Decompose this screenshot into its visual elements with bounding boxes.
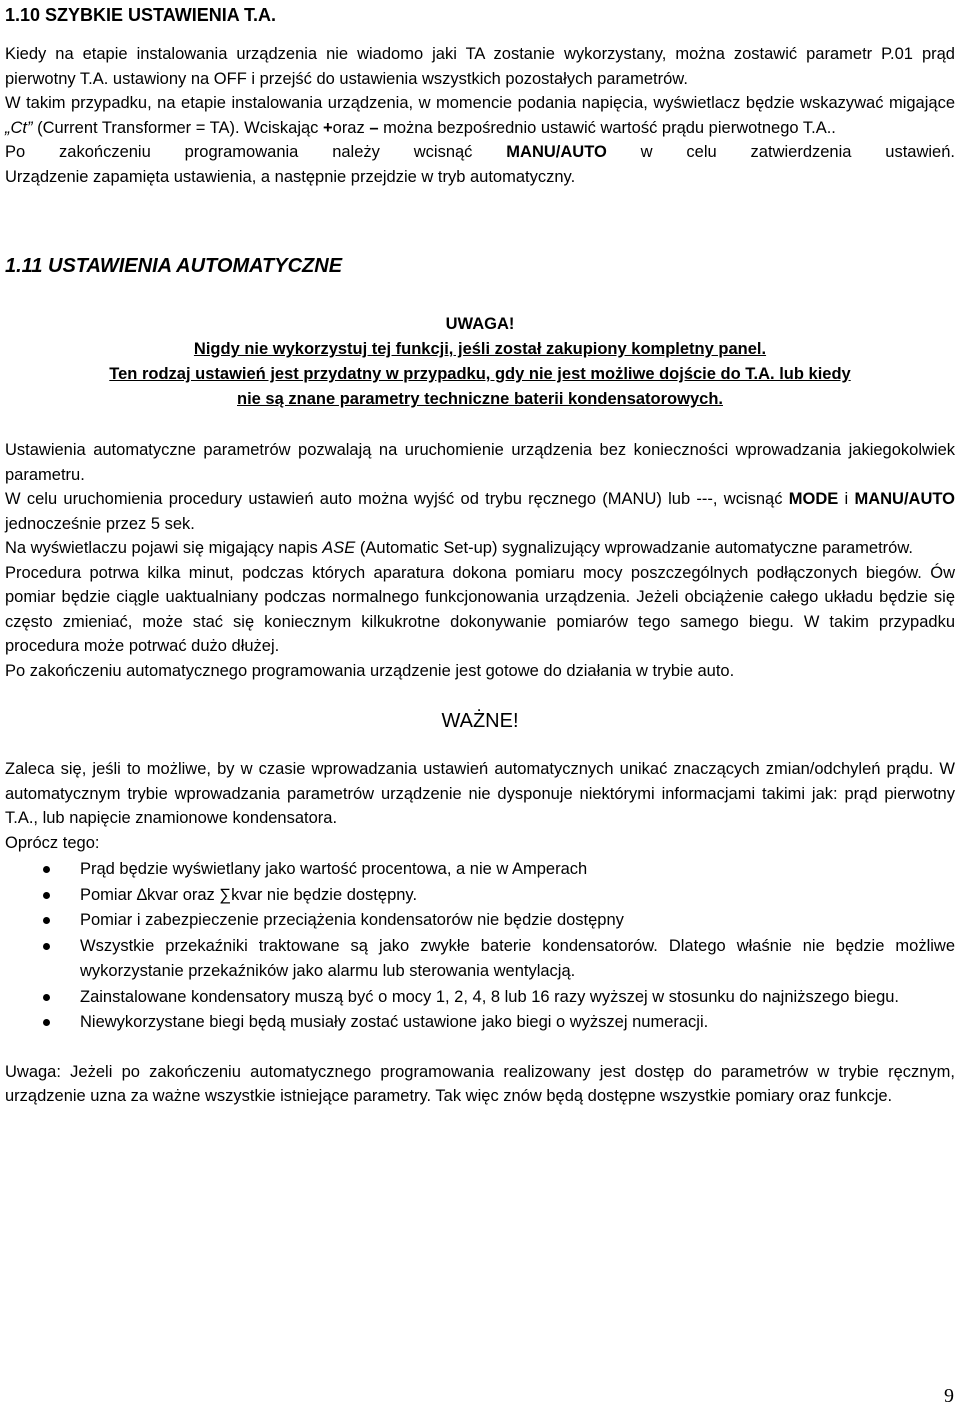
auto-p3-text-b: (Automatic Set-up) sygnalizujący wprowadzanie automatyczne parametrów. — [355, 539, 913, 557]
auto-p2-text-b: i — [838, 490, 855, 508]
ase-display-text: ASE — [322, 539, 356, 557]
quick-settings-paragraph-3 — [5, 140, 955, 165]
auto-settings-paragraph-1: Ustawienia automatyczne parametrów pozwalają na uruchomienie urządzenia bez konieczności wprowadzania jakiegokolwiek parametru. — [5, 441, 955, 484]
quick-settings-paragraph-2 — [5, 91, 955, 140]
section-1-10-heading: 1.10 SZYBKIE USTAWIENIA T.A. — [5, 5, 277, 25]
mode-key: MODE — [788, 490, 839, 508]
limitations-list — [5, 857, 955, 1036]
list-item — [5, 934, 955, 985]
page-number: 9 — [944, 1385, 954, 1407]
auto-settings-paragraph-3 — [5, 536, 955, 561]
warning-title: UWAGA! — [445, 315, 515, 333]
quick-settings-paragraph-4: Urządzenie zapamięta ustawienia, a następnie przejdzie w tryb automatyczny. — [5, 167, 576, 186]
bullet-icon — [43, 994, 50, 1001]
p3-text-b: w celu zatwierdzenia ustawień. — [606, 143, 955, 161]
warning-box — [5, 311, 955, 412]
bullet-icon — [43, 943, 50, 950]
auto-settings-paragraph-7: Oprócz tego: — [5, 833, 100, 852]
list-item-text: Prąd będzie wyświetlany jako wartość procentowa, a nie w Amperach — [80, 860, 588, 878]
list-item — [5, 883, 955, 909]
list-item — [5, 985, 955, 1011]
auto-settings-paragraph-5: Po zakończeniu automatycznego programowania urządzenie jest gotowe do działania w trybie auto. — [5, 661, 735, 680]
auto-p2-text-c: jednocześnie przez 5 sek. — [5, 514, 195, 533]
list-item-text: Pomiar i zabezpieczenie przeciążenia kondensatorów nie będzie dostępny — [80, 911, 624, 929]
auto-settings-paragraph-6: Zaleca się, jeśli to możliwe, by w czasie wprowadzania ustawień automatycznych unikać znaczących zmian/odchyleń prądu. W automatycznym trybie wprowadzania parametrów urządzenie nie dysponuje niektórymi informacjami takimi jak: prąd pierwotny T.A., lub napięcie znamionowe kondensatora. — [5, 760, 955, 827]
ct-display-text: „Ct” — [5, 118, 33, 137]
bullet-icon — [43, 917, 50, 924]
auto-settings-paragraph-2 — [5, 487, 955, 536]
auto-p3-text-a: Na wyświetlaczu pojawi się migający napis — [5, 539, 323, 557]
p2-text-d: można bezpośrednio ustawić wartość prądu pierwotnego T.A.. — [378, 118, 836, 137]
warning-line-1: Nigdy nie wykorzystuj tej funkcji, jeśli został zakupiony kompletny panel. — [193, 340, 767, 358]
manu-auto-key: MANU/AUTO — [506, 143, 607, 161]
list-item-text: Wszystkie przekaźniki traktowane są jako zwykłe baterie kondensatorów. Dlatego właśnie nie będzie możliwe wykorzystanie przekaźników jako alarmu lub sterowania wentylacją. — [80, 936, 955, 980]
bullet-icon — [43, 1019, 50, 1026]
bullet-icon — [43, 892, 50, 899]
list-item — [5, 1010, 955, 1036]
list-item — [5, 908, 955, 934]
p2-text-a: W takim przypadku, na etapie instalowania urządzenia, w momencie podania napięcia, wyświetlacz będzie wskazywać migające — [5, 94, 955, 112]
warning-line-2: Ten rodzaj ustawień jest przydatny w przypadku, gdy nie jest możliwe dojście do T.A. lub kiedy — [109, 365, 851, 383]
auto-settings-paragraph-4: Procedura potrwa kilka minut, podczas których aparatura dokona pomiaru mocy poszczególnych podłączonych biegów. Ów pomiar będzie ciągle uaktualniany podczas normalnego funkcjonowania urządzenia. Jeżeli obciążenie całego układu będzie się często zmieniać, może stać się koniecznym kilkukrotne dokonywanie pomiarów tego samego biegu. W takim przypadku procedura może potrwać dużo dłużej. — [5, 563, 955, 655]
p2-text-b: (Current Transformer = TA). Wciskając — [32, 118, 323, 137]
list-item-text: Niewykorzystane biegi będą musiały zostać ustawione jako biegi o wyższej numeracji. — [80, 1013, 709, 1031]
minus-key: – — [369, 118, 379, 137]
p3-text-a: Po zakończeniu programowania należy wcisnąć — [5, 143, 507, 161]
bullet-icon — [43, 866, 50, 873]
auto-p2-text-a: W celu uruchomienia procedury ustawień auto można wyjść od trybu ręcznego (MANU) lub ---, wcisnąć — [5, 490, 789, 508]
warning-line-3: nie są znane parametry techniczne baterii kondensatorowych. — [237, 390, 723, 408]
list-item-text: Zainstalowane kondensatory muszą być o mocy 1, 2, 4, 8 lub 16 razy wyższej w stosunku do najniższego biegu. — [80, 987, 900, 1006]
auto-settings-paragraph-8: Uwaga: Jeżeli po zakończeniu automatycznego programowania realizowany jest dostęp do parametrów w trybie ręcznym, urządzenie uzna za ważne wszystkie istniejące parametry. Tak więc znów będą dostępne wszystkie pomiary oraz funkcje. — [5, 1062, 955, 1105]
section-1-11-heading: 1.11 USTAWIENIA AUTOMATYCZNE — [5, 255, 343, 277]
list-item — [5, 857, 955, 883]
plus-key: + — [323, 118, 333, 137]
p2-text-c: oraz — [332, 118, 370, 137]
manu-auto-key-2: MANU/AUTO — [854, 490, 955, 508]
important-title: WAŻNE! — [441, 710, 519, 732]
quick-settings-paragraph-1: Kiedy na etapie instalowania urządzenia nie wiadomo jaki TA zostanie wykorzystany, można zostawić parametr P.01 prąd pierwotny T.A. ustawiony na OFF i przejść do ustawienia wszystkich pozostałych parametrów. — [5, 45, 955, 88]
document-page — [5, 0, 955, 1109]
list-item-text: Pomiar ∆kvar oraz ∑kvar nie będzie dostępny. — [80, 885, 418, 904]
